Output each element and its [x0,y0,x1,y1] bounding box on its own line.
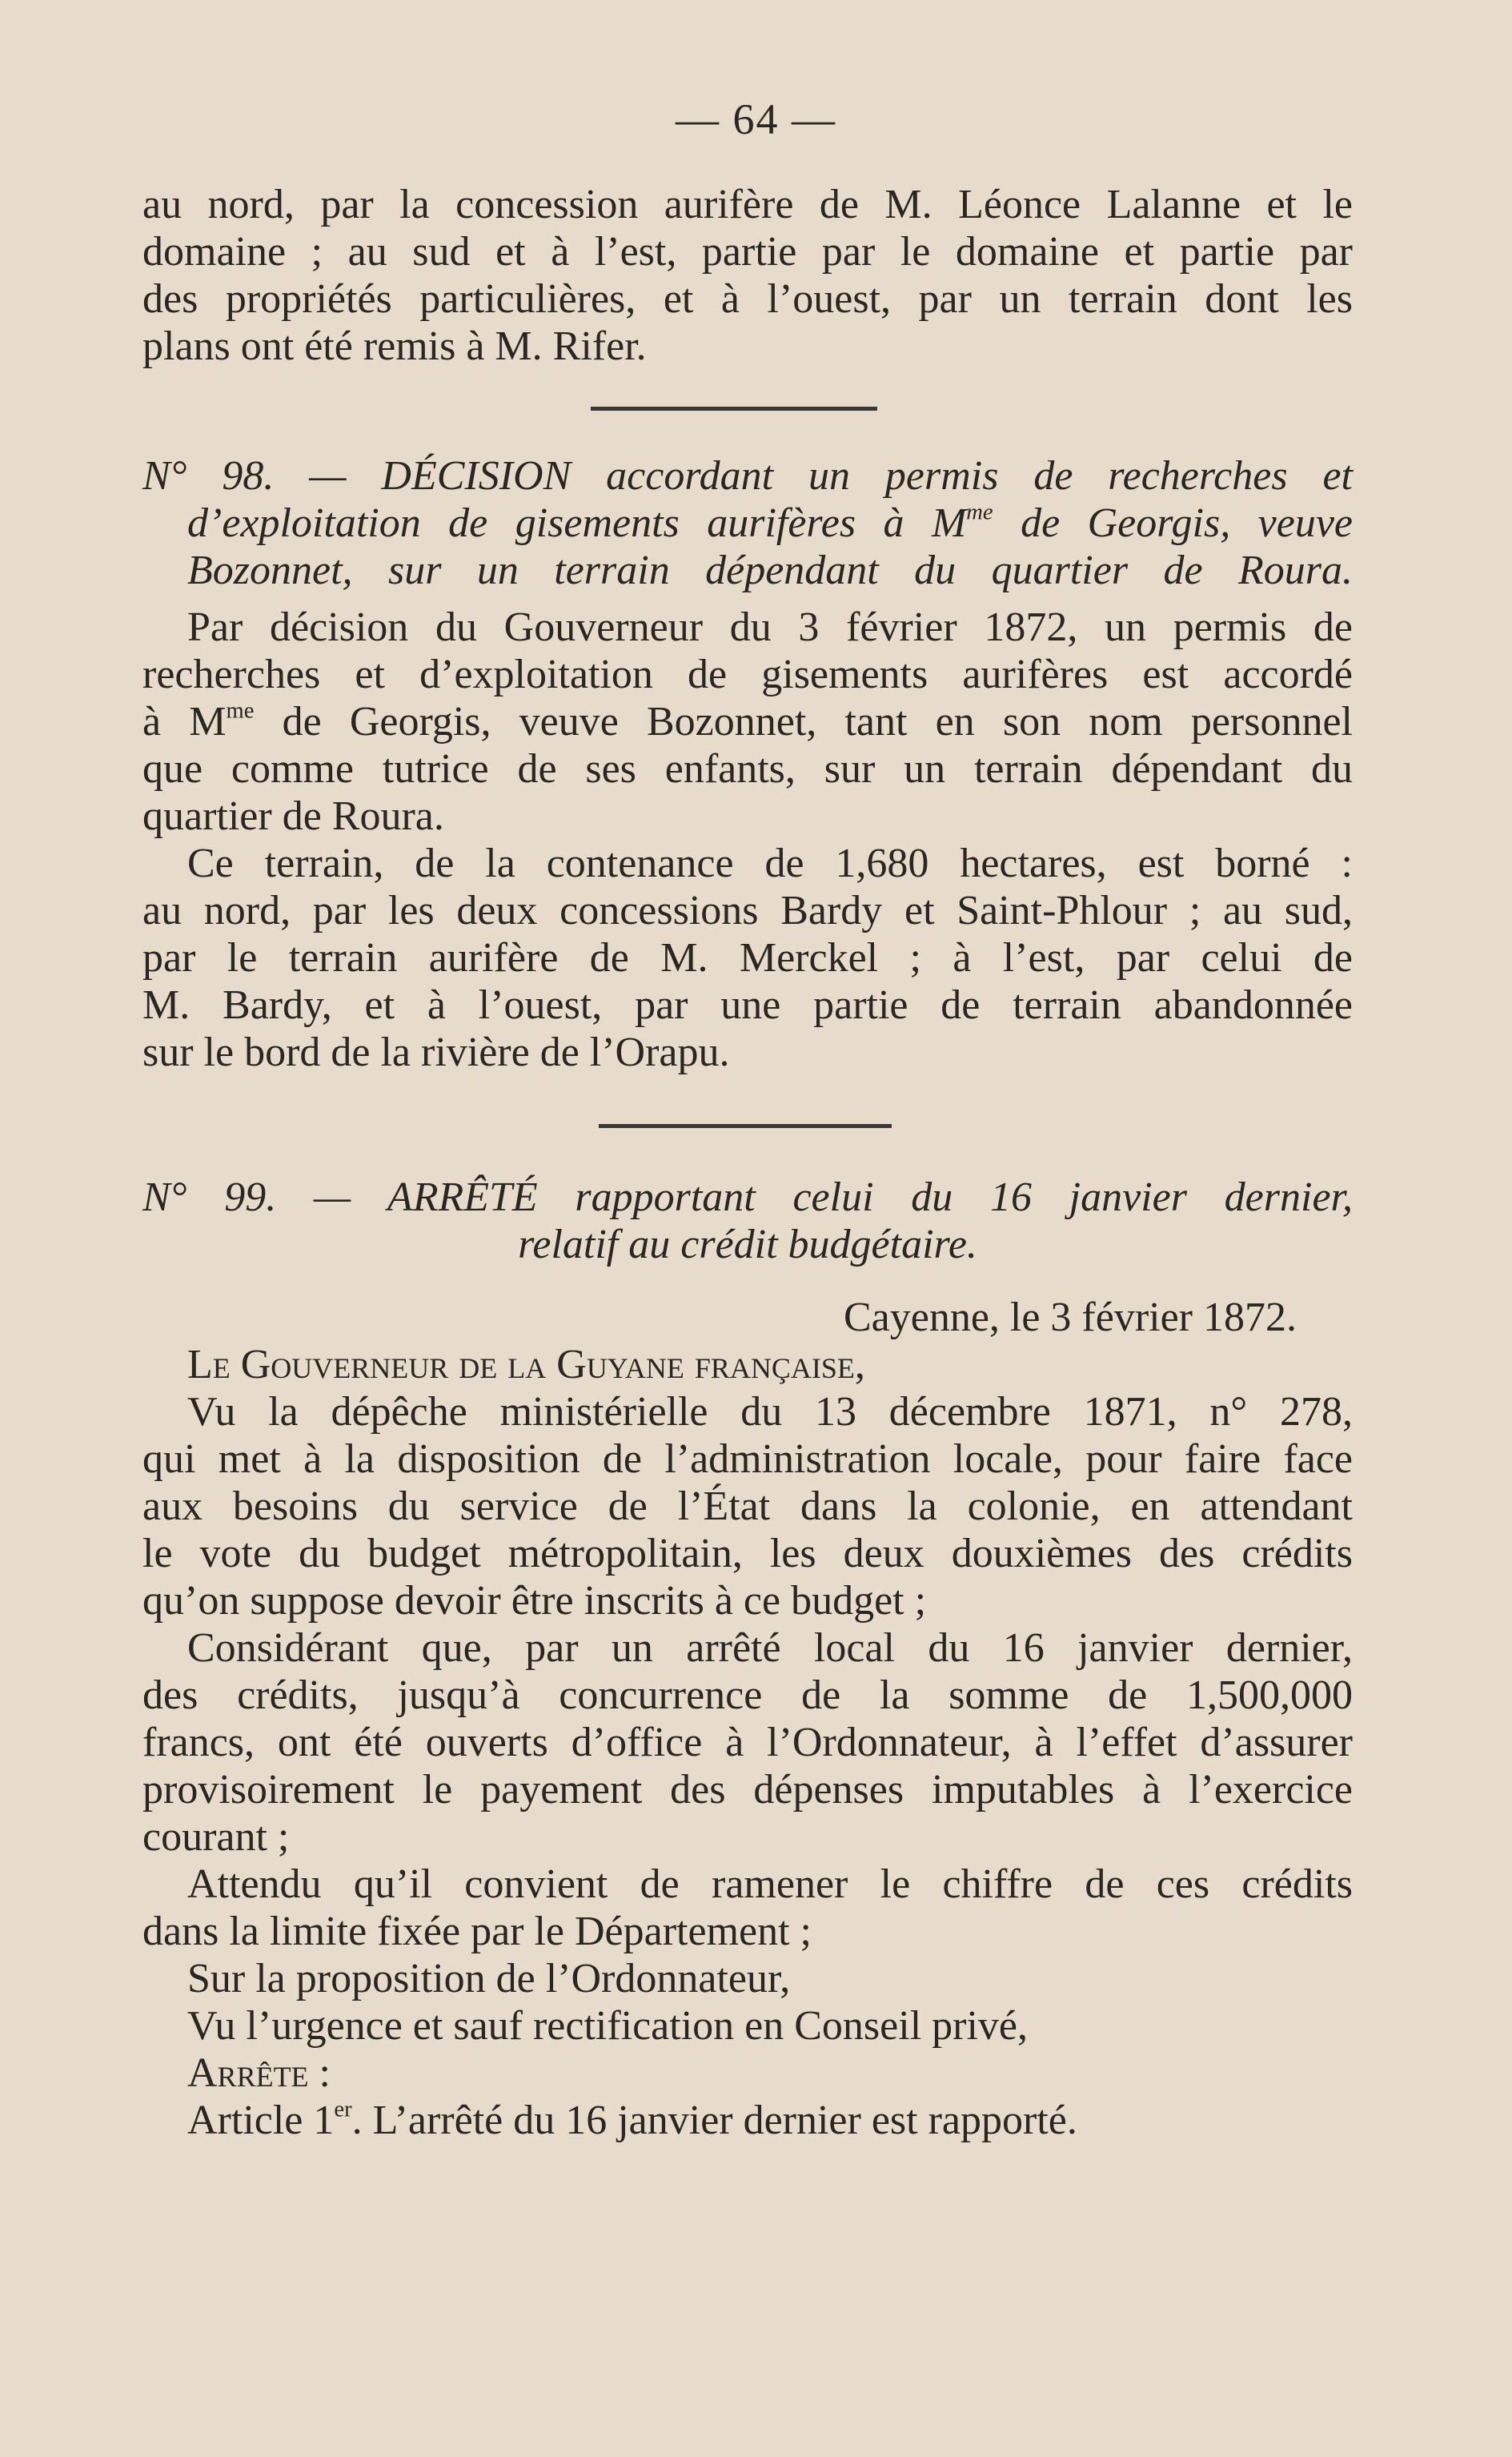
text-line: domaine ; au sud et à l’est, partie par le domaine et partie par [142,229,1353,275]
text-line: Sur la proposition de l’Ordonnateur, [187,1956,791,2001]
text-line: dans la limite fixée par le Département ; [142,1909,812,1954]
text-line: aux besoins du service de l’État dans la colonie, en attendant [142,1483,1353,1529]
text-line: Vu la dépêche ministérielle du 13 décembre 1871, n° 278, [187,1389,1353,1435]
text-line: Attendu qu’il convient de ramener le chiffre de ces crédits [187,1861,1353,1907]
text-line: au nord, par les deux concessions Bardy et Saint-Phlour ; au sud, [142,888,1353,933]
text-line: des crédits, jusqu’à concurrence de la somme de 1,500,000 [142,1672,1353,1718]
text-line: recherches et d’exploitation de gisements aurifères est accordé [142,652,1353,697]
text-line: à $M^{me}$ de Georgis, veuve Bozonnet, tant en son nom personnel [142,698,1353,745]
text-line: Vu l’urgence et sauf rectification en Conseil privé, [187,2003,1028,2049]
arrete-99 [142,1174,1353,2144]
text-line: qui met à la disposition de l’administration locale, pour faire face [142,1436,1353,1482]
section-divider [599,1124,892,1128]
decision-98 [142,452,1353,1076]
text-line: qu’on suppose devoir être inscrits à ce budget ; [142,1578,927,1624]
decision-98-heading-line: d’exploitation de gisements aurifères à $M^{me}$ de Georgis, veuve [187,500,1353,546]
text-line: des propriétés particulières, et à l’ouest, par un terrain dont les [142,276,1353,322]
decision-98-heading: N° 98. — DÉCISION accordant un permis de recherches et [142,453,1353,499]
text-line: Considérant que, par un arrêté local du 16 janvier dernier, [187,1625,1353,1671]
page-number: — 64 — [676,95,836,143]
arrete-99-heading-line: relatif au crédit budgétaire. [518,1222,977,1267]
text-line: que comme tutrice de ses enfants, sur un terrain dépendant du [142,746,1353,792]
text-line: Par décision du Gouverneur du 3 février 1872, un permis de [187,604,1353,650]
arrete-99-heading: N° 99. — ARRÊTÉ rapportant celui du 16 janvier dernier, [142,1174,1353,1220]
continuation-paragraph [142,181,1353,370]
text-line: M. Bardy, et à l’ouest, par une partie de terrain abandonnée [142,982,1353,1028]
text-line: plans ont été remis à M. Rifer. [142,323,647,369]
text-line: Ce terrain, de la contenance de 1,680 hectares, est borné : [187,841,1353,886]
text-line: provisoirement le payement des dépenses imputables à l’exercice [142,1767,1353,1813]
text-line: sur le bord de la rivière de l’Orapu. [142,1030,730,1075]
text-line: francs, ont été ouverts d’office à l’Ordonnateur, à l’effet d’assurer [142,1720,1353,1765]
decision-98-heading-line: Bozonnet, sur un terrain dépendant du quartier de Roura. [187,548,1353,593]
text-line: courant ; [142,1814,290,1860]
text-line: le vote du budget métropolitain, les deux douxièmes des crédits [142,1531,1353,1576]
dateline: Cayenne, le 3 février 1872. [843,1295,1297,1340]
text-line: au nord, par la concession aurifère de M. Léonce Lalanne et le [142,182,1353,227]
text-line: par le terrain aurifère de M. Merckel ; à l’est, par celui de [142,935,1353,981]
text-line: Le Gouverneur de la Guyane française, [187,1342,865,1387]
section-divider [591,407,877,411]
arrete-keyword: Arrête : [187,2050,331,2096]
text-line: quartier de Roura. [142,793,444,839]
article-1: Article 1er. L’arrêté du 16 janvier dernier est rapporté. [187,2097,1077,2143]
